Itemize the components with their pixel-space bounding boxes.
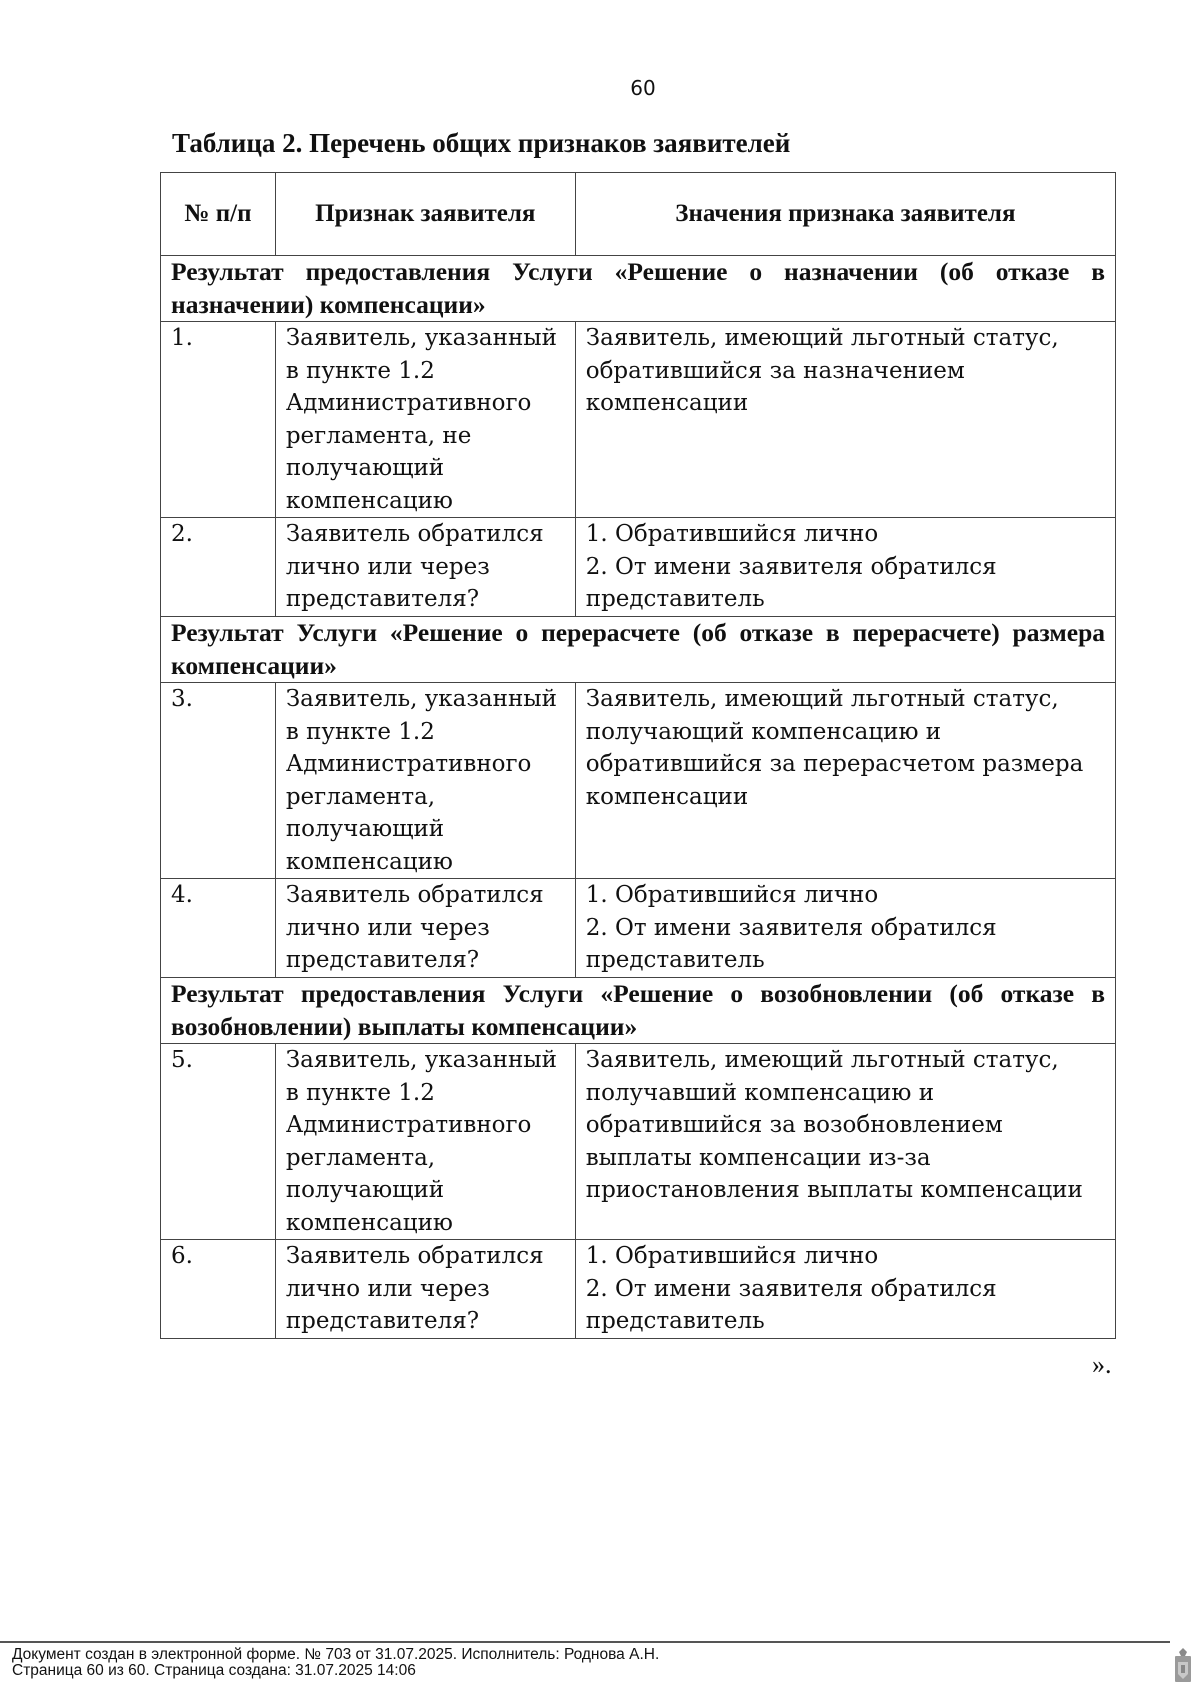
row-number: 2. (161, 518, 276, 617)
table-row (161, 518, 1116, 617)
row-attribute: Заявитель обратился лично или через представителя? (275, 1240, 575, 1339)
section-title: Результат Услуги «Решение о перерасчете (об отказе в перерасчете) размера компенсации» (161, 617, 1116, 683)
table-header-row (161, 173, 1116, 256)
row-value: Заявитель, имеющий льготный статус, обратившийся за назначением компенсации (575, 322, 1115, 518)
footer-divider (0, 1641, 1170, 1643)
applicants-table (160, 172, 1116, 1339)
row-number: 4. (161, 879, 276, 978)
table-title: Таблица 2. Перечень общих признаков заявителей (172, 128, 791, 158)
table-row (161, 322, 1116, 518)
footer (12, 1647, 659, 1679)
row-value: 1. Обратившийся лично 2. От имени заявителя обратился представитель (575, 1240, 1115, 1339)
row-number: 3. (161, 683, 276, 879)
row-attribute: Заявитель, указанный в пункте 1.2 Административного регламента, получающий компенсацию (275, 683, 575, 879)
row-value: 1. Обратившийся лично 2. От имени заявителя обратился представитель (575, 879, 1115, 978)
table-row (161, 879, 1116, 978)
table-row (161, 683, 1116, 879)
section-row (161, 978, 1116, 1044)
row-value: Заявитель, имеющий льготный статус, получающий компенсацию и обратившийся за перерасчетом размера компенсации (575, 683, 1115, 879)
section-row (161, 617, 1116, 683)
row-number: 5. (161, 1044, 276, 1240)
row-number: 6. (161, 1240, 276, 1339)
coat-of-arms-icon (1173, 1648, 1193, 1684)
table-row (161, 1240, 1116, 1339)
row-attribute: Заявитель обратился лично или через представителя? (275, 879, 575, 978)
footer-line-page: Страница 60 из 60. Страница создана: 31.07.2025 14:06 (12, 1662, 416, 1679)
row-attribute: Заявитель, указанный в пункте 1.2 Административного регламента, получающий компенсацию (275, 1044, 575, 1240)
section-title: Результат предоставления Услуги «Решение о назначении (об отказе в назначении) компенсации» (161, 256, 1116, 322)
header-attribute: Признак заявителя (275, 173, 575, 256)
footer-line-document: Документ создан в электронной форме. № 703 от 31.07.2025. Исполнитель: Роднова А.Н. (12, 1646, 660, 1663)
closing-quote: ». (1092, 1350, 1112, 1379)
table-row (161, 1044, 1116, 1240)
row-value: Заявитель, имеющий льготный статус, получавший компенсацию и обратившийся за возобновлением выплаты компенсации из-за приостановления выплаты компенсации (575, 1044, 1115, 1240)
page-number: 60 (630, 76, 656, 100)
row-number: 1. (161, 322, 276, 518)
header-number: № п/п (161, 173, 276, 256)
section-row (161, 256, 1116, 322)
row-value: 1. Обратившийся лично 2. От имени заявителя обратился представитель (575, 518, 1115, 617)
section-title: Результат предоставления Услуги «Решение о возобновлении (об отказе в возобновлении) выплаты компенсации» (161, 978, 1116, 1044)
row-attribute: Заявитель обратился лично или через представителя? (275, 518, 575, 617)
row-attribute: Заявитель, указанный в пункте 1.2 Административного регламента, не получающий компенсацию (275, 322, 575, 518)
header-value: Значения признака заявителя (575, 173, 1115, 256)
